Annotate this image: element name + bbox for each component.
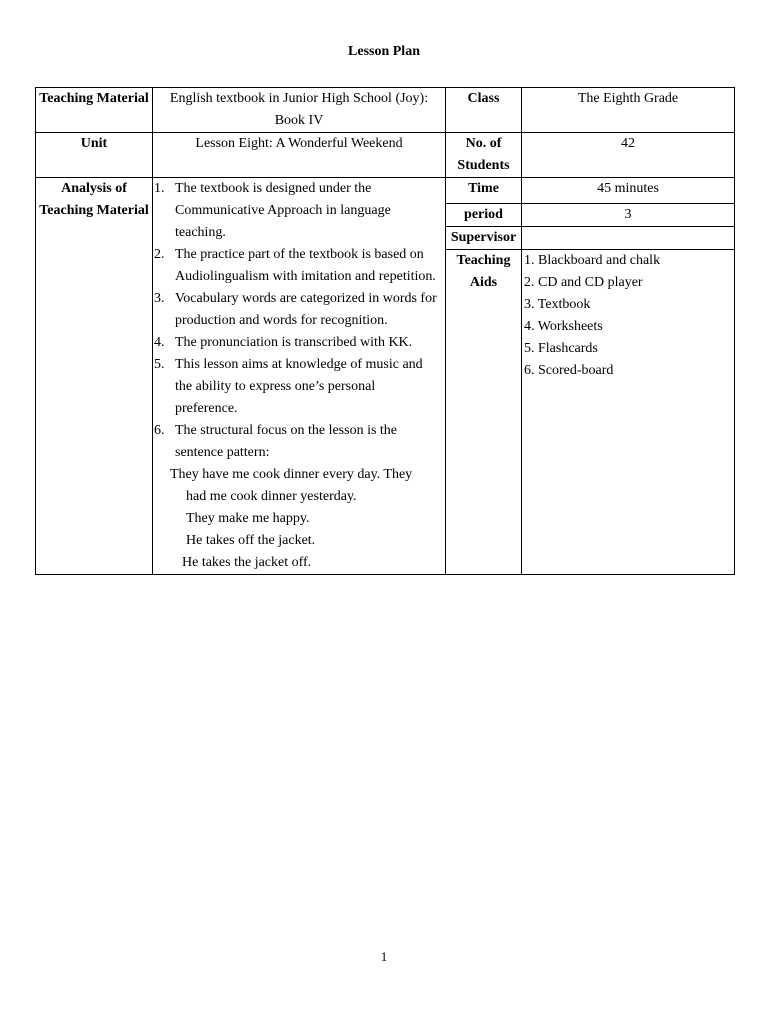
- unit-label: Unit: [36, 133, 153, 178]
- supervisor-label: Supervisor: [446, 227, 522, 250]
- list-item: 6. Scored-board: [524, 363, 614, 378]
- list-item: [153, 178, 445, 244]
- item-text: The pronunciation is transcribed with KK.: [175, 335, 413, 350]
- page-title: Lesson Plan: [348, 44, 420, 59]
- list-item: 1. Blackboard and chalk: [524, 253, 661, 268]
- sentence-pattern: He takes the jacket off.: [182, 555, 312, 570]
- item-number: 1.: [154, 181, 165, 196]
- list-item: [153, 244, 445, 288]
- period-label: period: [446, 204, 522, 227]
- time-label: Time: [446, 178, 522, 204]
- item-text: The textbook is designed under the Communicative Approach in language teaching.: [175, 181, 391, 240]
- teaching-aids-content: [522, 250, 735, 575]
- page-number: 1: [380, 949, 388, 964]
- students-label: No. of Students: [446, 133, 522, 178]
- teaching-aids-label: Teaching Aids: [446, 250, 522, 575]
- supervisor-value: [522, 227, 735, 250]
- analysis-content: [153, 178, 446, 575]
- list-item: 4. Worksheets: [524, 319, 603, 334]
- teaching-material-label: Teaching Material: [36, 88, 153, 133]
- list-item: [153, 420, 445, 464]
- list-item: 3. Textbook: [524, 297, 591, 312]
- list-item: 2. CD and CD player: [524, 275, 643, 290]
- class-value: The Eighth Grade: [522, 88, 735, 133]
- list-item: [153, 354, 445, 420]
- item-number: 6.: [154, 423, 165, 438]
- sentence-pattern: They make me happy.: [186, 511, 310, 526]
- list-item: [153, 288, 445, 332]
- item-number: 2.: [154, 247, 165, 262]
- students-value: 42: [522, 133, 735, 178]
- item-number: 5.: [154, 357, 165, 372]
- item-text: The structural focus on the lesson is the sentence pattern:: [175, 423, 398, 460]
- item-text: This lesson aims at knowledge of music and the ability to express one’s personal preference.: [175, 357, 423, 416]
- analysis-list: [153, 178, 445, 464]
- period-value: 3: [522, 204, 735, 227]
- analysis-label: Analysis of Teaching Material: [36, 178, 153, 575]
- item-number: 4.: [154, 335, 165, 350]
- time-value: 45 minutes: [522, 178, 735, 204]
- class-label: Class: [446, 88, 522, 133]
- sentence-pattern: They have me cook dinner every day. They: [170, 467, 413, 482]
- sentence-pattern: had me cook dinner yesterday.: [186, 489, 357, 504]
- list-item: [153, 332, 445, 354]
- teaching-material-value: English textbook in Junior High School (Joy): Book IV: [153, 88, 446, 133]
- lesson-plan-table: [35, 87, 735, 575]
- teaching-aids-list: [522, 250, 734, 382]
- item-number: 3.: [154, 291, 165, 306]
- unit-value: Lesson Eight: A Wonderful Weekend: [153, 133, 446, 178]
- sentence-pattern: He takes off the jacket.: [186, 533, 316, 548]
- item-text: Vocabulary words are categorized in words for production and words for recognition.: [175, 291, 437, 328]
- list-item: 5. Flashcards: [524, 341, 598, 356]
- item-text: The practice part of the textbook is based on Audiolingualism with imitation and repetition.: [175, 247, 436, 284]
